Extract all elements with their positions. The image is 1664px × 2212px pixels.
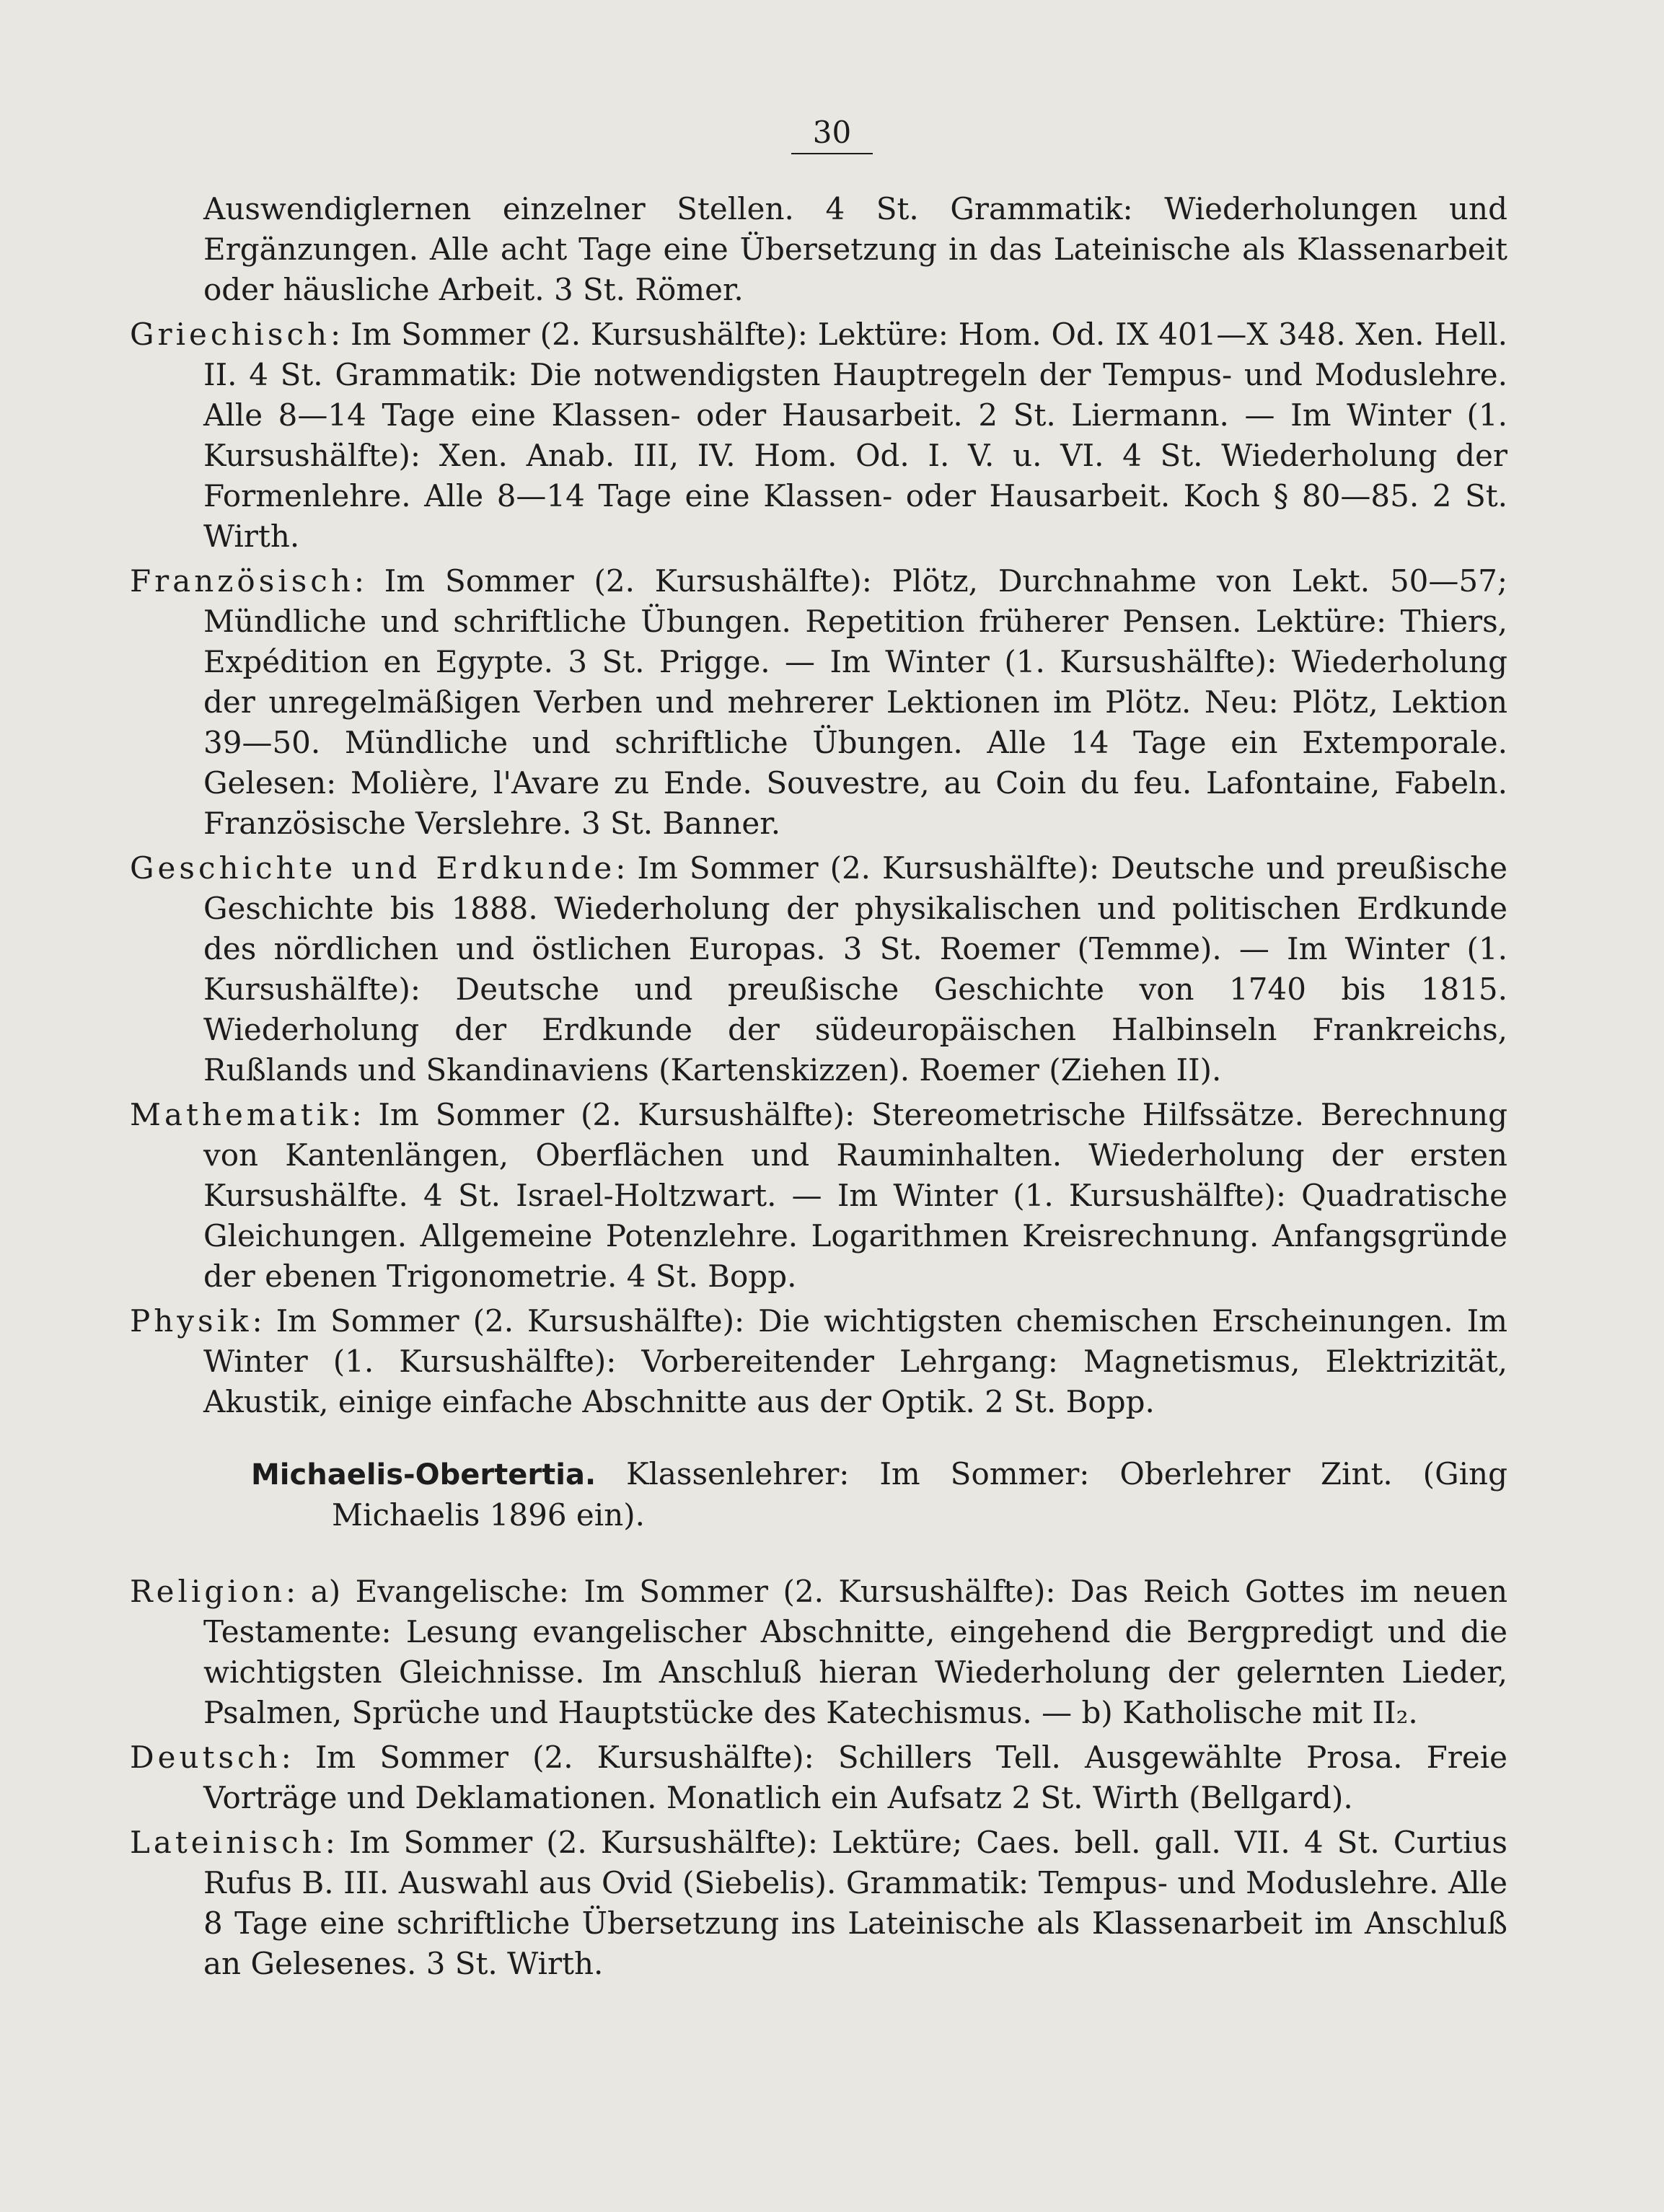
subject-text: : Im Sommer (2. Kursushälfte): Lektüre: Hom. Od. IX 401—X 348. Xen. Hell. II. 4 St. Grammatik: Die notwendigsten Hauptregeln der Tempus- und Moduslehre. Alle 8—14 Tage eine Klassen- oder Hausarbeit. 2 St. Liermann. — Im Winter (1. Kursushälfte): Xen. Anab. III, IV. Hom. Od. I. V. u. VI. 4 St. Wiederholung der Formenlehre. Alle 8—14 Tage eine Klassen- oder Hausarbeit. Koch § 80—85. 2 St. Wirth. — [203, 317, 1507, 554]
subject-text: : Im Sommer (2. Kursushälfte): Stereometrische Hilfssätze. Berechnung von Kantenlängen, Oberflächen und Rauminhalten. Wiederholung der ersten Kursushälfte. 4 St. Israel-Holtzwart. — Im Winter (1. Kursushälfte): Quadratische Gleichungen. Allgemeine Potenzlehre. Logarithmen Kreisrechnung. Anfangsgründe der ebenen Trigonometrie. 4 St. Bopp. — [203, 1097, 1507, 1294]
subject-title: Lateinisch — [130, 1825, 325, 1860]
subject-text: : Im Sommer (2. Kursushälfte): Plötz, Durchnahme von Lekt. 50—57; Mündliche und schriftliche Übungen. Repetition früherer Pensen. Lektüre: Thiers, Expédition en Egypte. 3 St. Prigge. — Im Winter (1. Kursushälfte): Wiederholung der unregelmäßigen Verben und mehrerer Lektionen im Plötz. Neu: Plötz, Lektion 39—50. Mündliche und schriftliche Übungen. Alle 14 Tage ein Extemporale. Gelesen: Molière, l'Avare zu Ende. Souvestre, au Coin du feu. Lafontaine, Fabeln. Französische Verslehre. 3 St. Banner. — [203, 563, 1507, 841]
subject-german — [130, 1737, 1507, 1818]
subject-mathematics — [130, 1095, 1507, 1297]
subject-title: Griechisch — [130, 317, 331, 352]
subject-title: Französisch — [130, 563, 354, 599]
subject-history-geography — [130, 848, 1507, 1090]
subject-text: : Im Sommer (2. Kursushälfte): Die wichtigsten chemischen Erscheinungen. Im Winter (1. Kursushälfte): Vorbereitender Lehrgang: Magnetismus, Elektrizität, Akustik, einige einfache Abschnitte aus der Optik. 2 St. Bopp. — [203, 1303, 1507, 1419]
subject-text: : Im Sommer (2. Kursushälfte): Schillers Tell. Ausgewählte Prosa. Freie Vorträge und Deklamationen. Monatlich ein Aufsatz 2 St. Wirth (Bellgard). — [203, 1740, 1507, 1815]
subject-text: : Im Sommer (2. Kursushälfte): Deutsche und preußische Geschichte bis 1888. Wiederholung der physikalischen und politischen Erdkunde des nördlichen und östlichen Europas. 3 St. Roemer (Temme). — Im Winter (1. Kursushälfte): Deutsche und preußische Geschichte von 1740 bis 1815. Wiederholung der Erdkunde der südeuropäischen Halbinseln Frankreichs, Rußlands und Skandinaviens (Kartenskizzen). Roemer (Ziehen II). — [203, 850, 1507, 1088]
section-heading — [130, 1454, 1507, 1535]
subject-title: Physik — [130, 1303, 252, 1339]
section-text: Klassenlehrer: Im Sommer: Oberlehrer Zint. (Ging Michaelis 1896 ein). — [332, 1456, 1507, 1533]
subject-french — [130, 561, 1507, 844]
subject-text: : a) Evangelische: Im Sommer (2. Kursushälfte): Das Reich Gottes im neuen Testamente: Lesung evangelischer Abschnitte, eingehend die Bergpredigt und die wichtigsten Gleichnisse. Im Anschluß hieran Wiederholung der gelernten Lieder, Psalmen, Sprüche und Hauptstücke des Katechismus. — b) Katholische mit II₂. — [203, 1574, 1507, 1730]
subject-title: Mathematik — [130, 1097, 352, 1132]
subject-religion — [130, 1572, 1507, 1733]
subject-greek — [130, 314, 1507, 557]
page-content — [130, 189, 1507, 1984]
subject-text: : Im Sommer (2. Kursushälfte): Lektüre; Caes. bell. gall. VII. 4 St. Curtius Rufus B. III. Auswahl aus Ovid (Siebelis). Grammatik: Tempus- und Moduslehre. Alle 8 Tage eine schriftliche Übersetzung ins Lateinische als Klassenarbeit im Anschluß an Gelesenes. 3 St. Wirth. — [203, 1825, 1507, 1981]
subject-physics — [130, 1301, 1507, 1422]
intro-paragraph: Auswendiglernen einzelner Stellen. 4 St. Grammatik: Wiederholungen und Ergänzungen. Alle acht Tage eine Übersetzung in das Lateinische als Klassenarbeit oder häusliche Arbeit. 3 St. Römer. — [203, 191, 1507, 307]
subject-title: Religion — [130, 1574, 286, 1609]
subject-latin — [130, 1823, 1507, 1984]
subject-title: Geschichte und Erdkunde — [130, 850, 616, 886]
section-title: Michaelis-Obertertia. — [251, 1458, 597, 1491]
page-number: 30 — [0, 115, 1664, 154]
subject-title: Deutsch — [130, 1740, 281, 1775]
